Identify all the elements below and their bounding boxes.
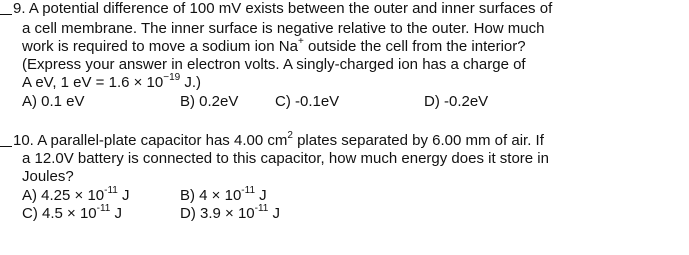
q9-line-3-text-b: outside the cell from the interior? [303, 38, 526, 55]
q10-choice-a-base: A) 4.25 × 10 [22, 187, 105, 204]
answer-blank-q9 [0, 14, 12, 15]
q10-choice-d-unit: J [268, 205, 281, 222]
q9-line-2-text: a cell membrane. The inner surface is negative relative to the outer. How much [22, 20, 545, 37]
q9-choice-c-text: C) -0.1eV [275, 93, 340, 110]
q10-line-2-text: a 12.0V battery is connected to this capacitor, how much energy does it store in [22, 150, 549, 167]
q9-exponent: −19 [163, 72, 181, 83]
q9-choice-d [424, 93, 488, 110]
q10-choice-a-unit: J [117, 187, 130, 204]
q9-line-1-text: 9. A potential difference of 100 mV exists between the outer and inner surfaces of [13, 0, 553, 17]
q10-line-1 [13, 132, 544, 149]
q9-line-4-text: (Express your answer in electron volts. A singly-charged ion has a charge of [22, 56, 526, 73]
q10-choice-b-exponent: -11 [241, 185, 256, 196]
q10-choice-c-exponent: -11 [96, 203, 111, 214]
q10-choice-d-exponent: -11 [254, 203, 269, 214]
q10-line-3 [22, 168, 74, 185]
q10-line-2 [22, 150, 549, 167]
q9-choice-d-text: D) -0.2eV [424, 93, 489, 110]
q9-choice-a [22, 93, 85, 110]
q9-line-2 [22, 20, 545, 37]
q10-choice-b [180, 187, 267, 204]
q10-choice-b-unit: J [255, 187, 267, 204]
q9-line-5-text-b: J.) [180, 74, 202, 91]
q9-choice-c [275, 93, 339, 110]
q9-line-1 [13, 0, 552, 17]
q9-choice-b [180, 93, 238, 110]
q10-line-3-text: Joules? [22, 168, 74, 185]
answer-blank-q10 [0, 146, 12, 147]
q10-choice-c-unit: J [110, 205, 123, 222]
q10-choice-c [22, 205, 122, 222]
q9-line-4 [22, 56, 526, 73]
q10-choice-b-base: B) 4 × 10 [180, 187, 242, 204]
q9-choice-a-text: A) 0.1 eV [22, 93, 85, 110]
q10-choice-c-base: C) 4.5 × 10 [22, 205, 97, 222]
q10-choice-d [180, 205, 280, 222]
q10-choice-d-base: D) 3.9 × 10 [180, 205, 255, 222]
q10-choice-a-exponent: -11 [104, 185, 118, 196]
q10-line-1-text-b: plates separated by 6.00 mm of air. If [292, 132, 544, 149]
q9-line-5-text-a: A eV, 1 eV = 1.6 × 10 [22, 74, 164, 91]
q10-area-superscript: 2 [287, 130, 293, 141]
q9-line-3 [22, 38, 526, 55]
q9-sodium-superscript: + [297, 36, 304, 47]
q10-line-1-text-a: 10. A parallel-plate capacitor has 4.00 cm [13, 132, 288, 149]
q10-choice-a [22, 187, 130, 204]
q9-line-5 [22, 74, 201, 91]
q9-choice-b-text: B) 0.2eV [180, 93, 239, 110]
q9-line-3-text-a: work is required to move a sodium ion Na [22, 38, 298, 55]
